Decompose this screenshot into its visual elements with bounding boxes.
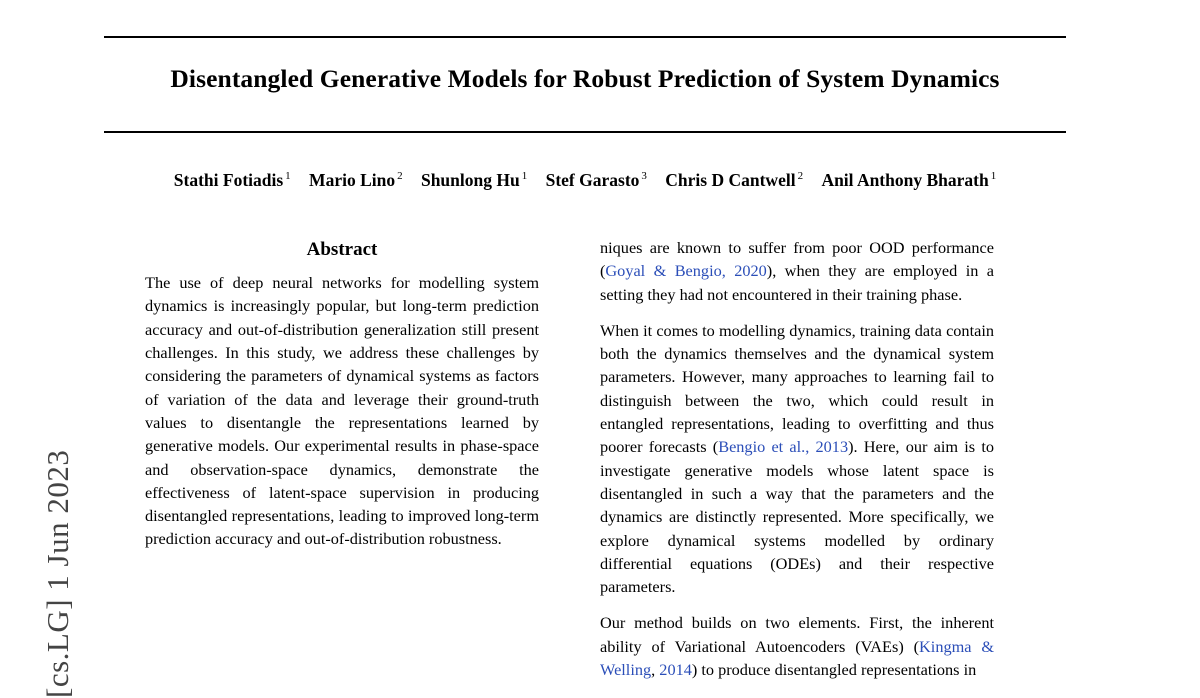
citation-link[interactable]: Kingma & Welling [600, 636, 994, 680]
arxiv-vertical-stamp: [cs.LG] 1 Jun 2023 [40, 449, 75, 698]
paragraph-text: , [651, 660, 656, 680]
author-affiliation: 3 [641, 170, 647, 183]
citation-link[interactable]: Bengio et al., 2013 [718, 437, 849, 457]
citation-link[interactable]: Goyal & Bengio, 2020 [605, 261, 767, 281]
author-entry [546, 170, 647, 190]
author-affiliation: 2 [397, 170, 403, 183]
paragraph-text: Our method builds on two elements. First, the inherent ability of Variational Autoencoders (VAEs) ( [600, 613, 994, 656]
intro-paragraph-1 [600, 236, 994, 306]
author-name: Mario Lino [309, 170, 396, 190]
author-affiliation: 2 [797, 170, 804, 183]
page-title: Disentangled Generative Models for Robust Prediction of System Dynamics [170, 64, 1000, 93]
citation-link[interactable]: 2014 [659, 660, 692, 680]
author-entry [665, 170, 803, 190]
author-name: Anil Anthony Bharath [821, 170, 989, 190]
paragraph-text: ). Here, our aim is to investigate generative models whose latent space is disentangled in such a way that the parameters and the dynamics are distinctly represented. More specifically, we explore dynamical systems modelled by ordinary differential equations (ODEs) and their respective parameters. [600, 437, 994, 597]
intro-column [600, 236, 994, 694]
title-rule-top [104, 36, 1066, 38]
intro-paragraph-2 [600, 319, 994, 599]
author-name: Shunlong Hu [420, 170, 520, 190]
author-entry [174, 170, 291, 190]
author-name: Stathi Fotiadis [173, 170, 284, 190]
author-entry [309, 170, 403, 190]
paragraph-text: When it comes to modelling dynamics, training data contain both the dynamics themselves and the dynamical system parameters. However, many approaches to learning fail to distinguish between the two, which could result in entangled representations, leading to overfitting and thus poorer forecasts ( [600, 320, 994, 457]
paragraph-text: ), when they are employed in a setting they had not encountered in their training phase. [600, 261, 995, 304]
paragraph-text: ) to produce disentangled representations in [691, 660, 977, 680]
intro-paragraph-3 [600, 611, 994, 681]
author-entry [821, 170, 996, 190]
abstract-text: The use of deep neural networks for modelling system dynamics is increasingly popular, but long-term prediction accuracy and out-of-distribution generalization still present challenges. In this study, we address these challenges by considering the parameters of dynamical systems as factors of variation of the data and leverage their ground-truth values to disentangle the representations learned by generative models. Our experimental results in phase-space and observation-space dynamics, demonstrate the effectiveness of latent-space supervision in producing disentangled representations, leading to improved long-term prediction accuracy and out-of-distribution robustness. [145, 273, 539, 549]
author-name: Stef Garasto [545, 170, 640, 190]
author-affiliation: 1 [521, 170, 528, 183]
paragraph-text: niques are known to suffer from poor OOD performance ( [600, 238, 994, 281]
abstract-column [145, 236, 539, 564]
author-affiliation: 1 [990, 170, 997, 183]
author-list [104, 170, 1066, 191]
title-rule-bottom [104, 131, 1066, 133]
abstract-heading: Abstract [306, 239, 378, 260]
author-affiliation: 1 [285, 170, 291, 183]
author-entry [421, 170, 527, 190]
author-name: Chris D Cantwell [665, 170, 796, 190]
